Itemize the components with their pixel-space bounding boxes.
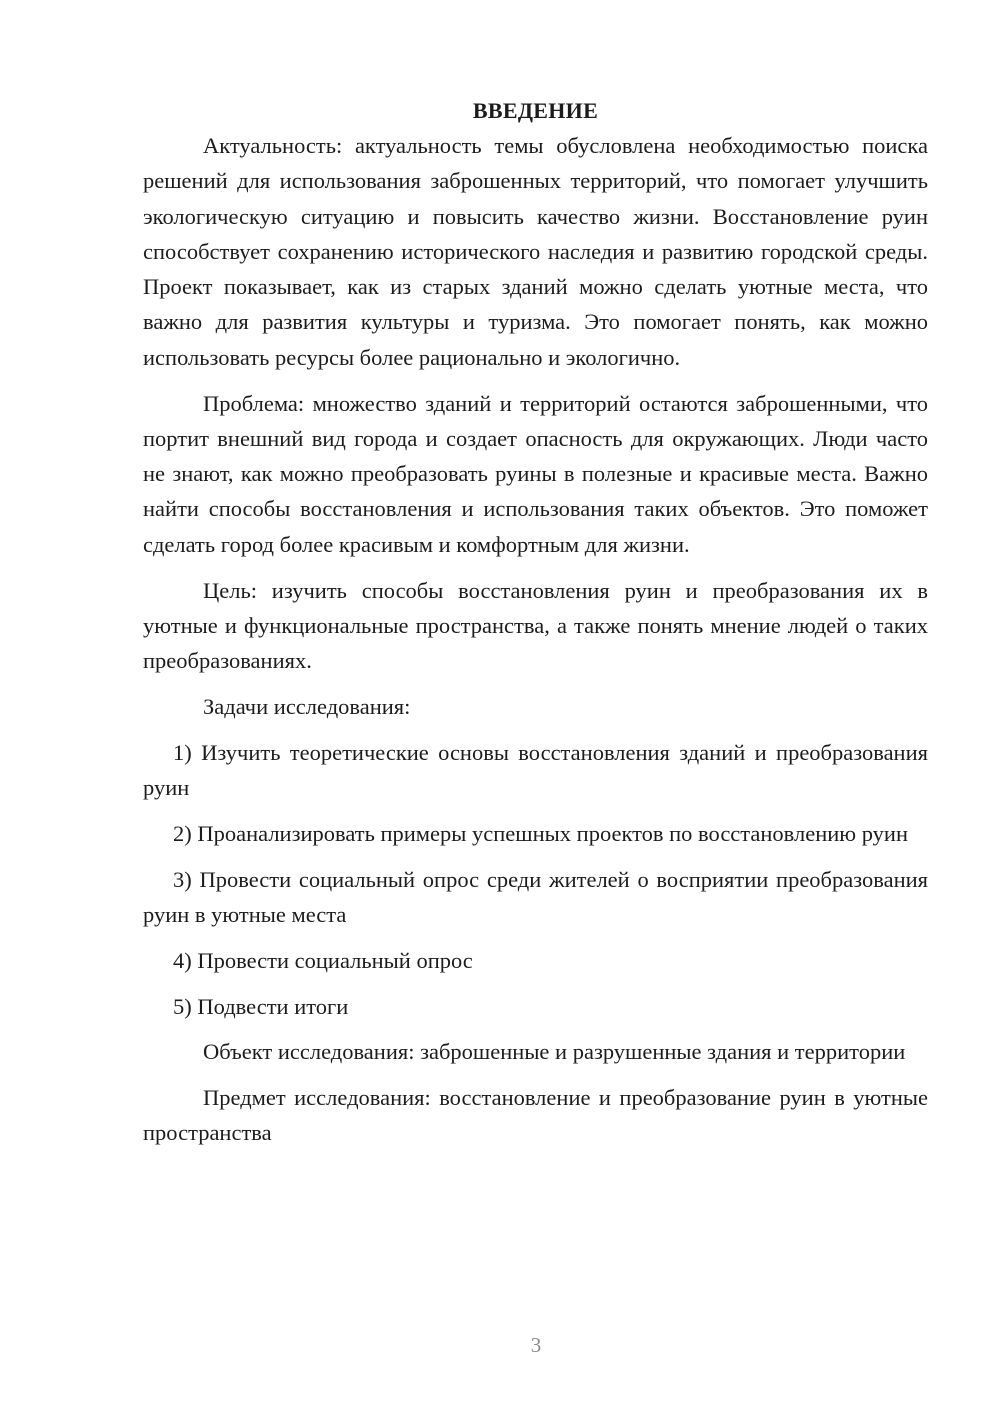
section-title: ВВЕДЕНИЕ xyxy=(472,98,599,123)
task-item-5: 5) Подвести итоги xyxy=(173,993,349,1019)
object-paragraph: Объект исследования: заброшенные и разрушенные здания и территории xyxy=(203,1039,906,1065)
task-item-3: 3) Провести социальный опрос среди жителей о восприятии преобразования руин в уютные места xyxy=(143,866,928,927)
tasks-heading: Задачи исследования: xyxy=(203,693,411,719)
page-content xyxy=(143,93,928,1151)
task-item-1: 1) Изучить теоретические основы восстановления зданий и преобразования руин xyxy=(143,739,928,801)
task-item-2: 2) Проанализировать примеры успешных проектов по восстановлению руин xyxy=(173,820,909,846)
relevance-paragraph: Актуальность: актуальность темы обусловлена необходимостью поиска решений для использования заброшенных территорий, что помогает улучшить экологическую ситуацию и повысить качество жизни. Восстановление руин способствует сохранению исторического наследия и развитию городской среды. Проект показывает, как из старых зданий можно сделать уютные места, что важно для развития культуры и туризма. Это помогает понять, как можно использовать ресурсы более рационально и экологично. xyxy=(143,133,928,370)
page-number: 3 xyxy=(530,1333,542,1357)
subject-paragraph: Предмет исследования: восстановление и преобразование руин в уютные пространства xyxy=(143,1085,928,1146)
goal-paragraph: Цель: изучить способы восстановления руин и преобразования их в уютные и функциональные пространства, а также понять мнение людей о таких преобразованиях. xyxy=(143,577,928,674)
task-item-4: 4) Провести социальный опрос xyxy=(173,947,473,973)
problem-paragraph: Проблема: множество зданий и территорий остаются заброшенными, что портит внешний вид города и создает опасность для окружающих. Люди часто не знают, как можно преобразовать руины в полезные и красивые места. Важно найти способы восстановления и использования таких объектов. Это поможет сделать город более красивым и комфортным для жизни. xyxy=(143,390,928,557)
